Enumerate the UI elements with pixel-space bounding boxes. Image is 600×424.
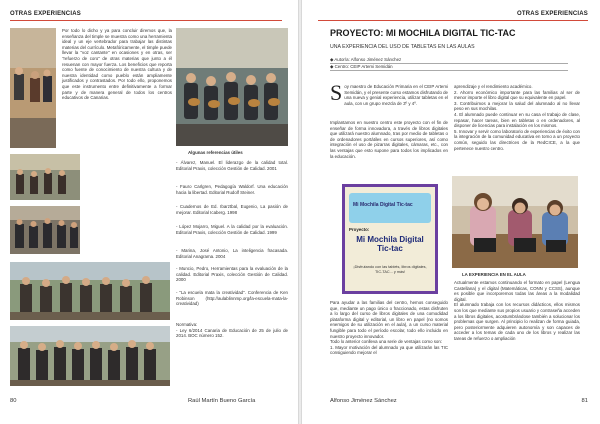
- article-title: PROYECTO: MI MOCHILA DIGITAL TIC-TAC: [330, 28, 516, 38]
- classroom-heading: LA EXPERIENCIA EN EL AULA: [462, 272, 526, 277]
- reference-4: - López Mojarro, Miguel. A la calidad por la evaluación. Editorial Praxis, colección Gestión de Calidad. 1999: [176, 224, 288, 235]
- reference-5: - Marina, José Antonio, La inteligencia fracasada. Editorial Anagrama. 2004: [176, 248, 288, 259]
- col2-paragraph-1: aprendizaje y el rendimiento académico. 2. Ahorro económico importante para las familias al ser de menor importe el libro digital que su equivalente en papel. 3. Contribuimos a mejorar la salud del alumnado al no llevar peso en sus mochilas. 4. El alumnado puede continuar en su casa el trabajo de clase, repasar, hacer tareas, bien en tabletas o en ordenadores, al disponer de licencias para instalación en los mismos. 5. Innovar y servir como laboratorio de experiencias de éxito con la integración de la comunidad educativa en torno a un proyecto común, seguido las directrices de la RedCICE, a la que pertenece nuestro centro.: [454, 84, 580, 151]
- right-page: [302, 0, 600, 424]
- reference-2: - Fauro Carlgren, Pedagogía Waldorf. Una educación hacia la libertad. Editorial Rudolf Steiner.: [176, 184, 288, 195]
- project-poster: [342, 184, 438, 294]
- group-photo-outdoor-2: [10, 326, 170, 386]
- left-page-header: OTRAS EXPERIENCIAS: [10, 11, 81, 17]
- article-meta: [330, 57, 568, 71]
- article-subtitle: UNA EXPERIENCIA DEL USO DE TABLETAS EN LAS AULAS: [330, 44, 475, 50]
- left-page: [0, 0, 298, 424]
- classroom-tablets-photo: [452, 176, 578, 268]
- group-photo-outdoor-1: [10, 262, 170, 320]
- header-rule: [10, 20, 282, 21]
- author-line: ◆ Autor/a: Alfonso Jiménez Sánchez: [330, 57, 568, 64]
- poster-logo: [349, 193, 431, 223]
- reference-6: - Muncio, Pedro, Herramientas para la evaluación de la calidad. Editorial Praxis, colección Gestión de Calidad. 2000: [176, 266, 288, 283]
- right-page-number: 81: [581, 398, 588, 404]
- intro-paragraph: Por todo lo dicho y ya para concluir diremos que, la enseñanza del timple se muestra como una herramienta ideal y un eje vertebrador para trabajar las distintas materias del currículo. Metafóricamente, el timple puede llevar la "voz cantante" en ocasiones y en otras, ser "refuerzo de coro" de otras materias que junto a él resuenan con mayor fuerza. Los beneficios que reporta como fuente de conocimiento de nuestra cultura y de nuestra identidad como pueblo están ampliamente justificados y contrastados. Por todo ello, proponemos que este instrumento entre definitivamente a formar parte y de manera general de todos los centros educativos de Canarias.: [62, 28, 172, 101]
- poster-title: Mi Mochila Digital Tic-tac: [356, 235, 424, 253]
- references-title: Algunas referencias útiles: [188, 150, 243, 155]
- reference-3: - Cuadernos de Ed. Ibarztbal, Eugenio, La pasión de mejorar. Editorial Icaberg. 1998: [176, 204, 288, 215]
- group-photo-middle: [10, 206, 80, 254]
- right-footer-author: Alfonso Jiménez Sánchez: [330, 398, 397, 404]
- reference-normativa: Normativa: - Ley 6/2014 Canaria de Educación de 25 de julio de 2014. BOC número 152.: [176, 322, 288, 339]
- school-line: ◆ Centro: CEIP Artemi Semidán: [330, 64, 568, 71]
- col1-paragraph-3: Para ayudar a las familias del centro, hemos conseguido que, mediante un pago único o fraccionado, estas disfruten a lo largo del curso de libros digitales de una comodidad plataforma digital y editorial, un libro en papel (no somos enemigos de su utilización en el aula), a un curso material fungible para todo el período escolar, todo ello incluido en nuestro proyecto innovador. Todo lo anterior conlleva una serie de ventajas como son: 1. Mayor motivación del alumnado ya que utilizarán las TIC consiguiendo mejorar el: [330, 300, 448, 356]
- poster-caption: ¡Disfrutando con las tablets, libros digitales, TIC-TAC... y más!: [353, 265, 427, 274]
- col2-paragraph-2: Actualmente estamos continuando el formato en papel (Lengua Castellana) y el digital (Matemáticas, CONN y CCSS), aunque es posible que incorporemos todas las áreas a la modalidad digital. El alumnado trabaja con los recursos didácticos, ellos mismos son los que mediante sus propios usuario y contraseña acceden a los libros digitales, acostumbrándose también a solucionar los problemas que surgen. Al principio lo realizan de forma guiada, pero posteriormente adquieren autonomía y son capaces de acceder a los temas de cada uno de los libros y realizar las tareas de refuerzo o ampliación: [454, 280, 580, 341]
- drop-cap: S: [330, 80, 343, 105]
- right-page-header: OTRAS EXPERIENCIAS: [517, 11, 588, 17]
- header-rule: [318, 20, 588, 21]
- intro-paragraph: [330, 80, 448, 106]
- poster-label: Proyecto:: [349, 227, 370, 232]
- reference-1: - Álvarez, Manuel. El liderazgo de la calidad total. Editorial Praxis, colección Gestión de Calidad. 2001: [176, 160, 288, 171]
- band-photo-small: [10, 28, 56, 148]
- left-footer-author: Raúl Martín Bueno García: [188, 398, 256, 404]
- col1-paragraph-2: Implantamos en nuestro centro este proyecto con el fin de enseñar de forma innovadora, a través de libros digitales que utilizará nuestro alumnado, tras por medio de tabletas o de ordenadores portátiles en cursos superiores, así como integración el uso de pizarras digitales, cámaras, etc., con las ventajas que esto supone para todos los implicados en la educación.: [330, 120, 448, 159]
- intro-text: oy maestro de Educación Primaria en el CEIP Artemi Semidán, y el presente curso estamos disfrutando de una nueva y genial experiencia, utilizar tabletas en el aula, con un grupo mezcla de 3º y 4º.: [344, 84, 448, 106]
- children-playing-timple-photo: [176, 28, 288, 146]
- group-photo-top: [10, 154, 80, 200]
- poster-logo-text: Mi Mochila Digital Tic-tac: [353, 202, 413, 208]
- left-page-number: 80: [10, 398, 17, 404]
- reference-7: - "La escuela mata la creatividad". Conferencia de Ken Robinson (http://aulablinnmp.org/la-escuela-mata-la-creatividad): [176, 290, 288, 307]
